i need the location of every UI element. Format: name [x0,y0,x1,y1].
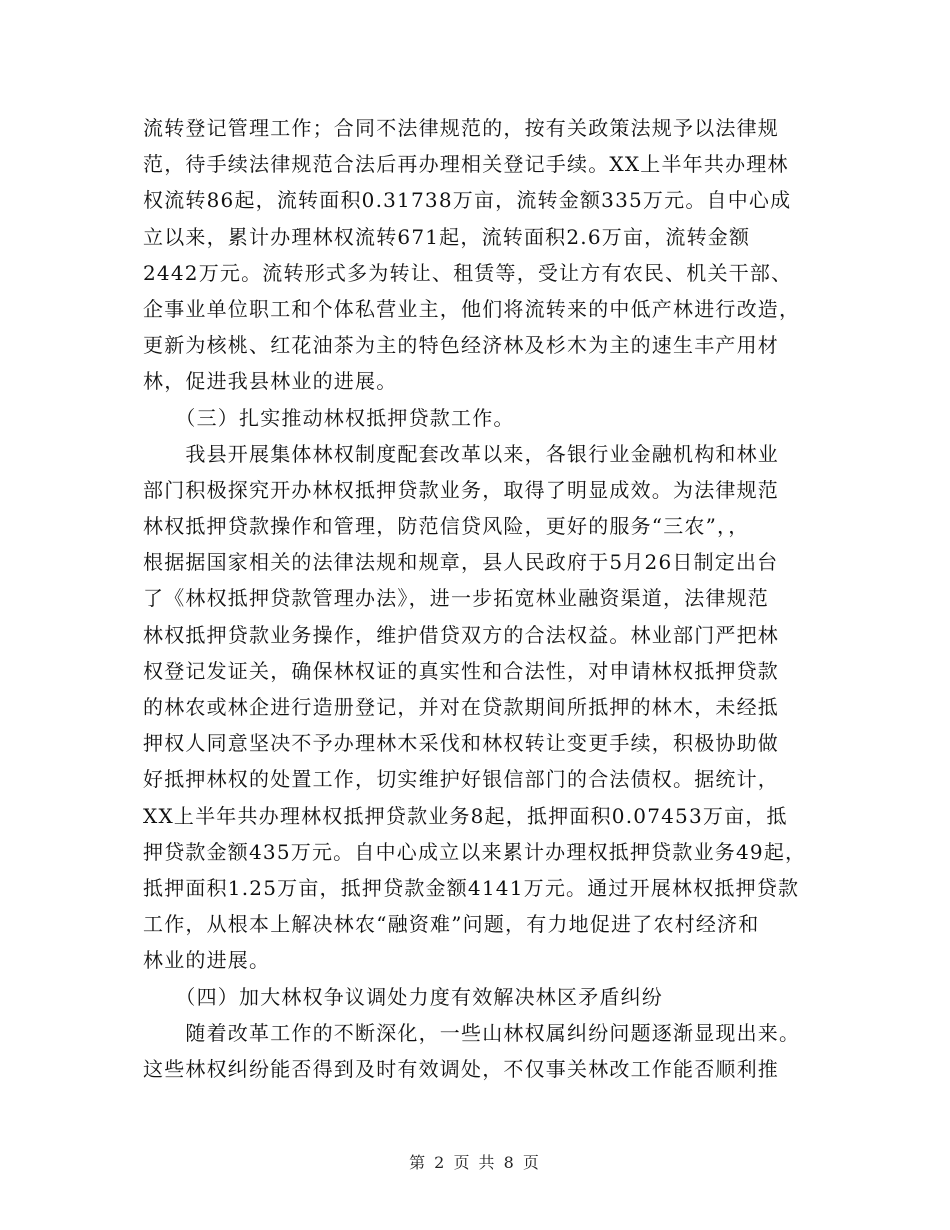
body-text [143,110,813,1087]
text-line: 企事业单位职工和个体私营业主，他们将流转来的中低产林进行改造， [143,296,801,321]
text-line: 押权人同意坚决不予办理林木采伐和林权转让变更手续，积极协助做 [143,731,779,756]
text-line: 范，待手续法律规范合法后再办理相关登记手续。XX上半年共办理林 [143,152,789,177]
text-line: 根据据国家相关的法律法规和规章，县人民政府于5月26日制定出台 [143,550,779,575]
section-heading: （四）加大林权争议调处力度有效解决林区矛盾纠纷 [143,984,663,1009]
text-line: 权登记发证关，确保林权证的真实性和合法性，对申请林权抵押贷款 [143,658,779,683]
text-line: 林业的进展。 [143,948,271,973]
text-line: 的林农或林企进行造册登记，并对在贷款期间所抵押的林木，未经抵 [143,695,779,719]
text-line: 更新为核桃、红花油茶为主的特色经济林及杉木为主的速生丰产用材 [143,333,779,358]
text-line: 这些林权纠纷能否得到及时有效调处，不仅事关林改工作能否顺利推 [143,1056,779,1081]
text-line: 权流转86起，流转面积0.31738万亩，流转金额335万元。自中心成 [143,188,792,213]
text-line: 林权抵押贷款操作和管理，防范信贷风险，更好的服务“三农”，， [143,514,750,539]
text-line: 押贷款金额435万元。自中心成立以来累计办理权抵押贷款业务49起， [143,839,807,864]
section-heading: （三）扎实推动林权抵押贷款工作。 [143,405,515,430]
text-line: 我县开展集体林权制度配套改革以来，各银行业金融机构和林业 [143,441,779,466]
text-line: 了《林权抵押贷款管理办法》，进一步拓宽林业融资渠道，法律规范 [143,586,769,611]
text-line: 林，促进我县林业的进展。 [143,369,398,394]
text-line: 2442万元。流转形式多为转让、租赁等，受让方有农民、机关干部、 [143,260,793,285]
text-line: 流转登记管理工作；合同不法律规范的，按有关政策法规予以法律规 [143,116,779,140]
text-line: 工作，从根本上解决林农“融资难”问题，有力地促进了农村经济和 [143,912,760,937]
text-line: 林权抵押贷款业务操作，维护借贷双方的合法权益。林业部门严把林 [143,622,779,647]
text-line: 立以来，累计办理林权流转671起，流转面积2.6万亩，流转金额 [143,224,751,249]
page-number-footer: 第 2 页 共 8 页 [409,1153,541,1172]
text-line: 随着改革工作的不断深化，一些山林权属纠纷问题逐渐显现出来。 [143,1020,801,1045]
text-line: 部门积极探究开办林权抵押贷款业务，取得了明显成效。为法律规范 [143,477,779,502]
text-line: XX上半年共办理林权抵押贷款业务8起，抵押面积0.07453万亩，抵 [143,803,788,828]
text-line: 好抵押林权的处置工作，切实维护好银信部门的合法债权。据统计， [143,767,779,792]
text-line: 抵押面积1.25万亩，抵押贷款金额4141万元。通过开展林权抵押贷款 [143,875,800,900]
